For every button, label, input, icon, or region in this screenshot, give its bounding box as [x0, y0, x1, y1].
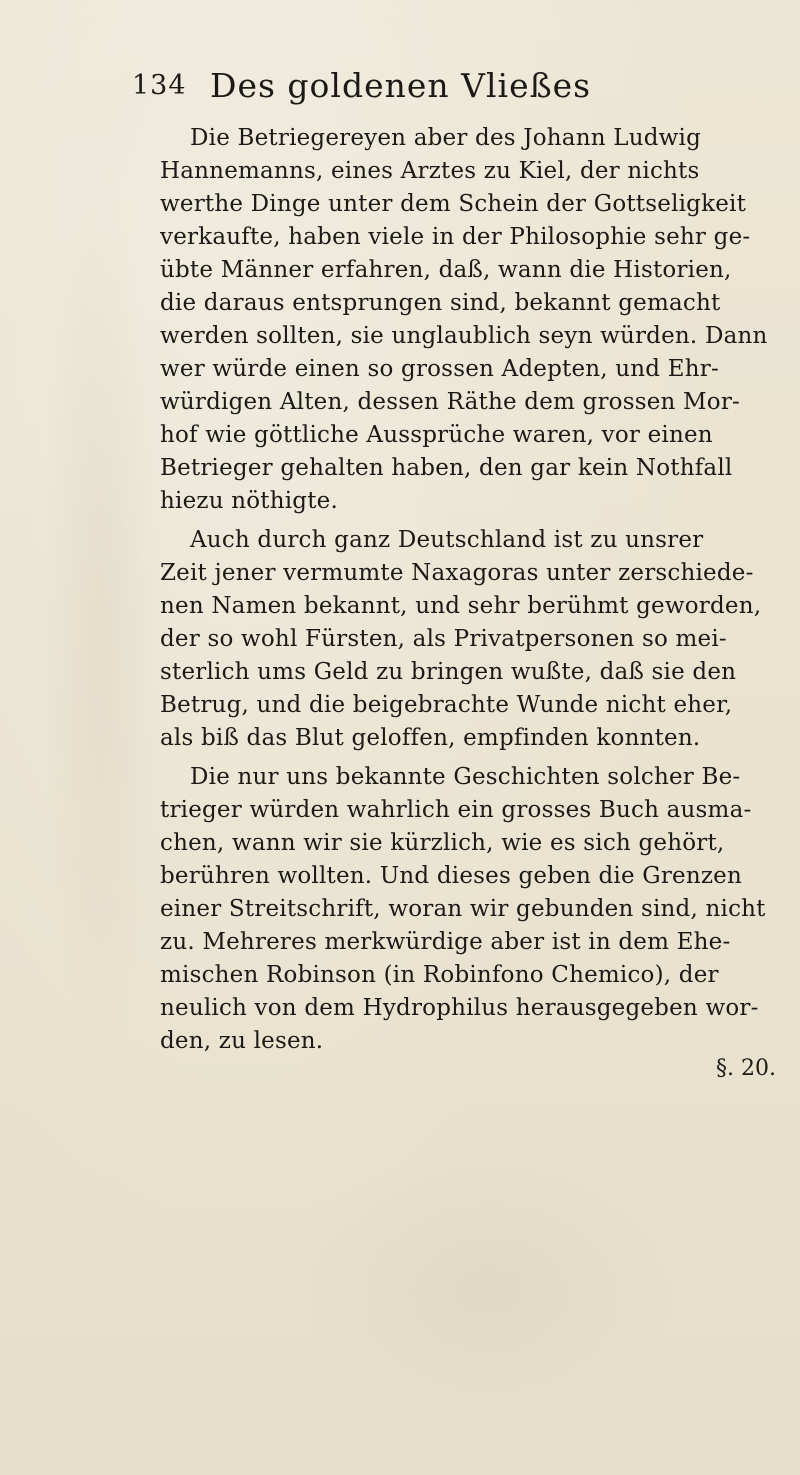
page-header: [132, 66, 692, 106]
text-line: zu. Mehreres merkwürdige aber ist in dem Ehe-: [160, 929, 731, 955]
paragraph: [160, 122, 788, 518]
text-line: Auch durch ganz Deutschland ist zu unsrer: [190, 527, 704, 553]
text-line: würdigen Alten, dessen Räthe dem grossen Mor-: [160, 389, 741, 415]
running-title: Des goldenen Vließes: [210, 66, 592, 105]
body-text: [160, 122, 788, 1064]
text-line: Zeit jener vermumte Naxagoras unter zerschiede-: [160, 560, 754, 586]
paper-stain: [300, 1150, 680, 1430]
catchword: §. 20.: [716, 1056, 776, 1081]
text-line: als biß das Blut geloffen, empfinden konnten.: [160, 725, 701, 751]
text-line: werthe Dinge unter dem Schein der Gottseligkeit: [160, 191, 747, 217]
text-line: sterlich ums Geld zu bringen wußte, daß sie den: [160, 659, 737, 685]
text-line: werden sollten, sie unglaublich seyn würden. Dann: [160, 323, 768, 349]
text-line: Betrug, und die beigebrachte Wunde nicht eher,: [160, 692, 733, 718]
text-line: verkaufte, haben viele in der Philosophie sehr ge-: [160, 224, 751, 250]
text-line: berühren wollten. Und dieses geben die Grenzen: [160, 863, 742, 889]
paragraph: [160, 524, 788, 755]
text-line: Betrieger gehalten haben, den gar kein Nothfall: [160, 455, 733, 481]
paragraph: [160, 761, 788, 1058]
text-line: Hannemanns, eines Arztes zu Kiel, der nichts: [160, 158, 700, 184]
text-line: wer würde einen so grossen Adepten, und Ehr-: [160, 356, 719, 382]
text-line: Die nur uns bekannte Geschichten solcher Be-: [190, 764, 741, 790]
text-line: hof wie göttliche Aussprüche waren, vor einen: [160, 422, 713, 448]
page-number: 134: [132, 70, 187, 101]
text-line: den, zu lesen.: [160, 1028, 324, 1054]
text-line: trieger würden wahrlich ein grosses Buch ausma-: [160, 797, 752, 823]
text-line: Die Betriegereyen aber des Johann Ludwig: [190, 125, 702, 151]
text-line: übte Männer erfahren, daß, wann die Historien,: [160, 257, 732, 283]
text-line: hiezu nöthigte.: [160, 488, 338, 514]
text-line: nen Namen bekannt, und sehr berühmt geworden,: [160, 593, 762, 619]
text-line: der so wohl Fürsten, als Privatpersonen so mei-: [160, 626, 727, 652]
paper-stain: [40, 180, 160, 1080]
text-line: mischen Robinson (in Robinfono Chemico), der: [160, 962, 719, 988]
text-line: neulich von dem Hydrophilus herausgegeben wor-: [160, 995, 759, 1021]
text-line: chen, wann wir sie kürzlich, wie es sich gehört,: [160, 830, 725, 856]
text-line: die daraus entsprungen sind, bekannt gemacht: [160, 290, 721, 316]
text-line: einer Streitschrift, woran wir gebunden sind, nicht: [160, 896, 766, 922]
